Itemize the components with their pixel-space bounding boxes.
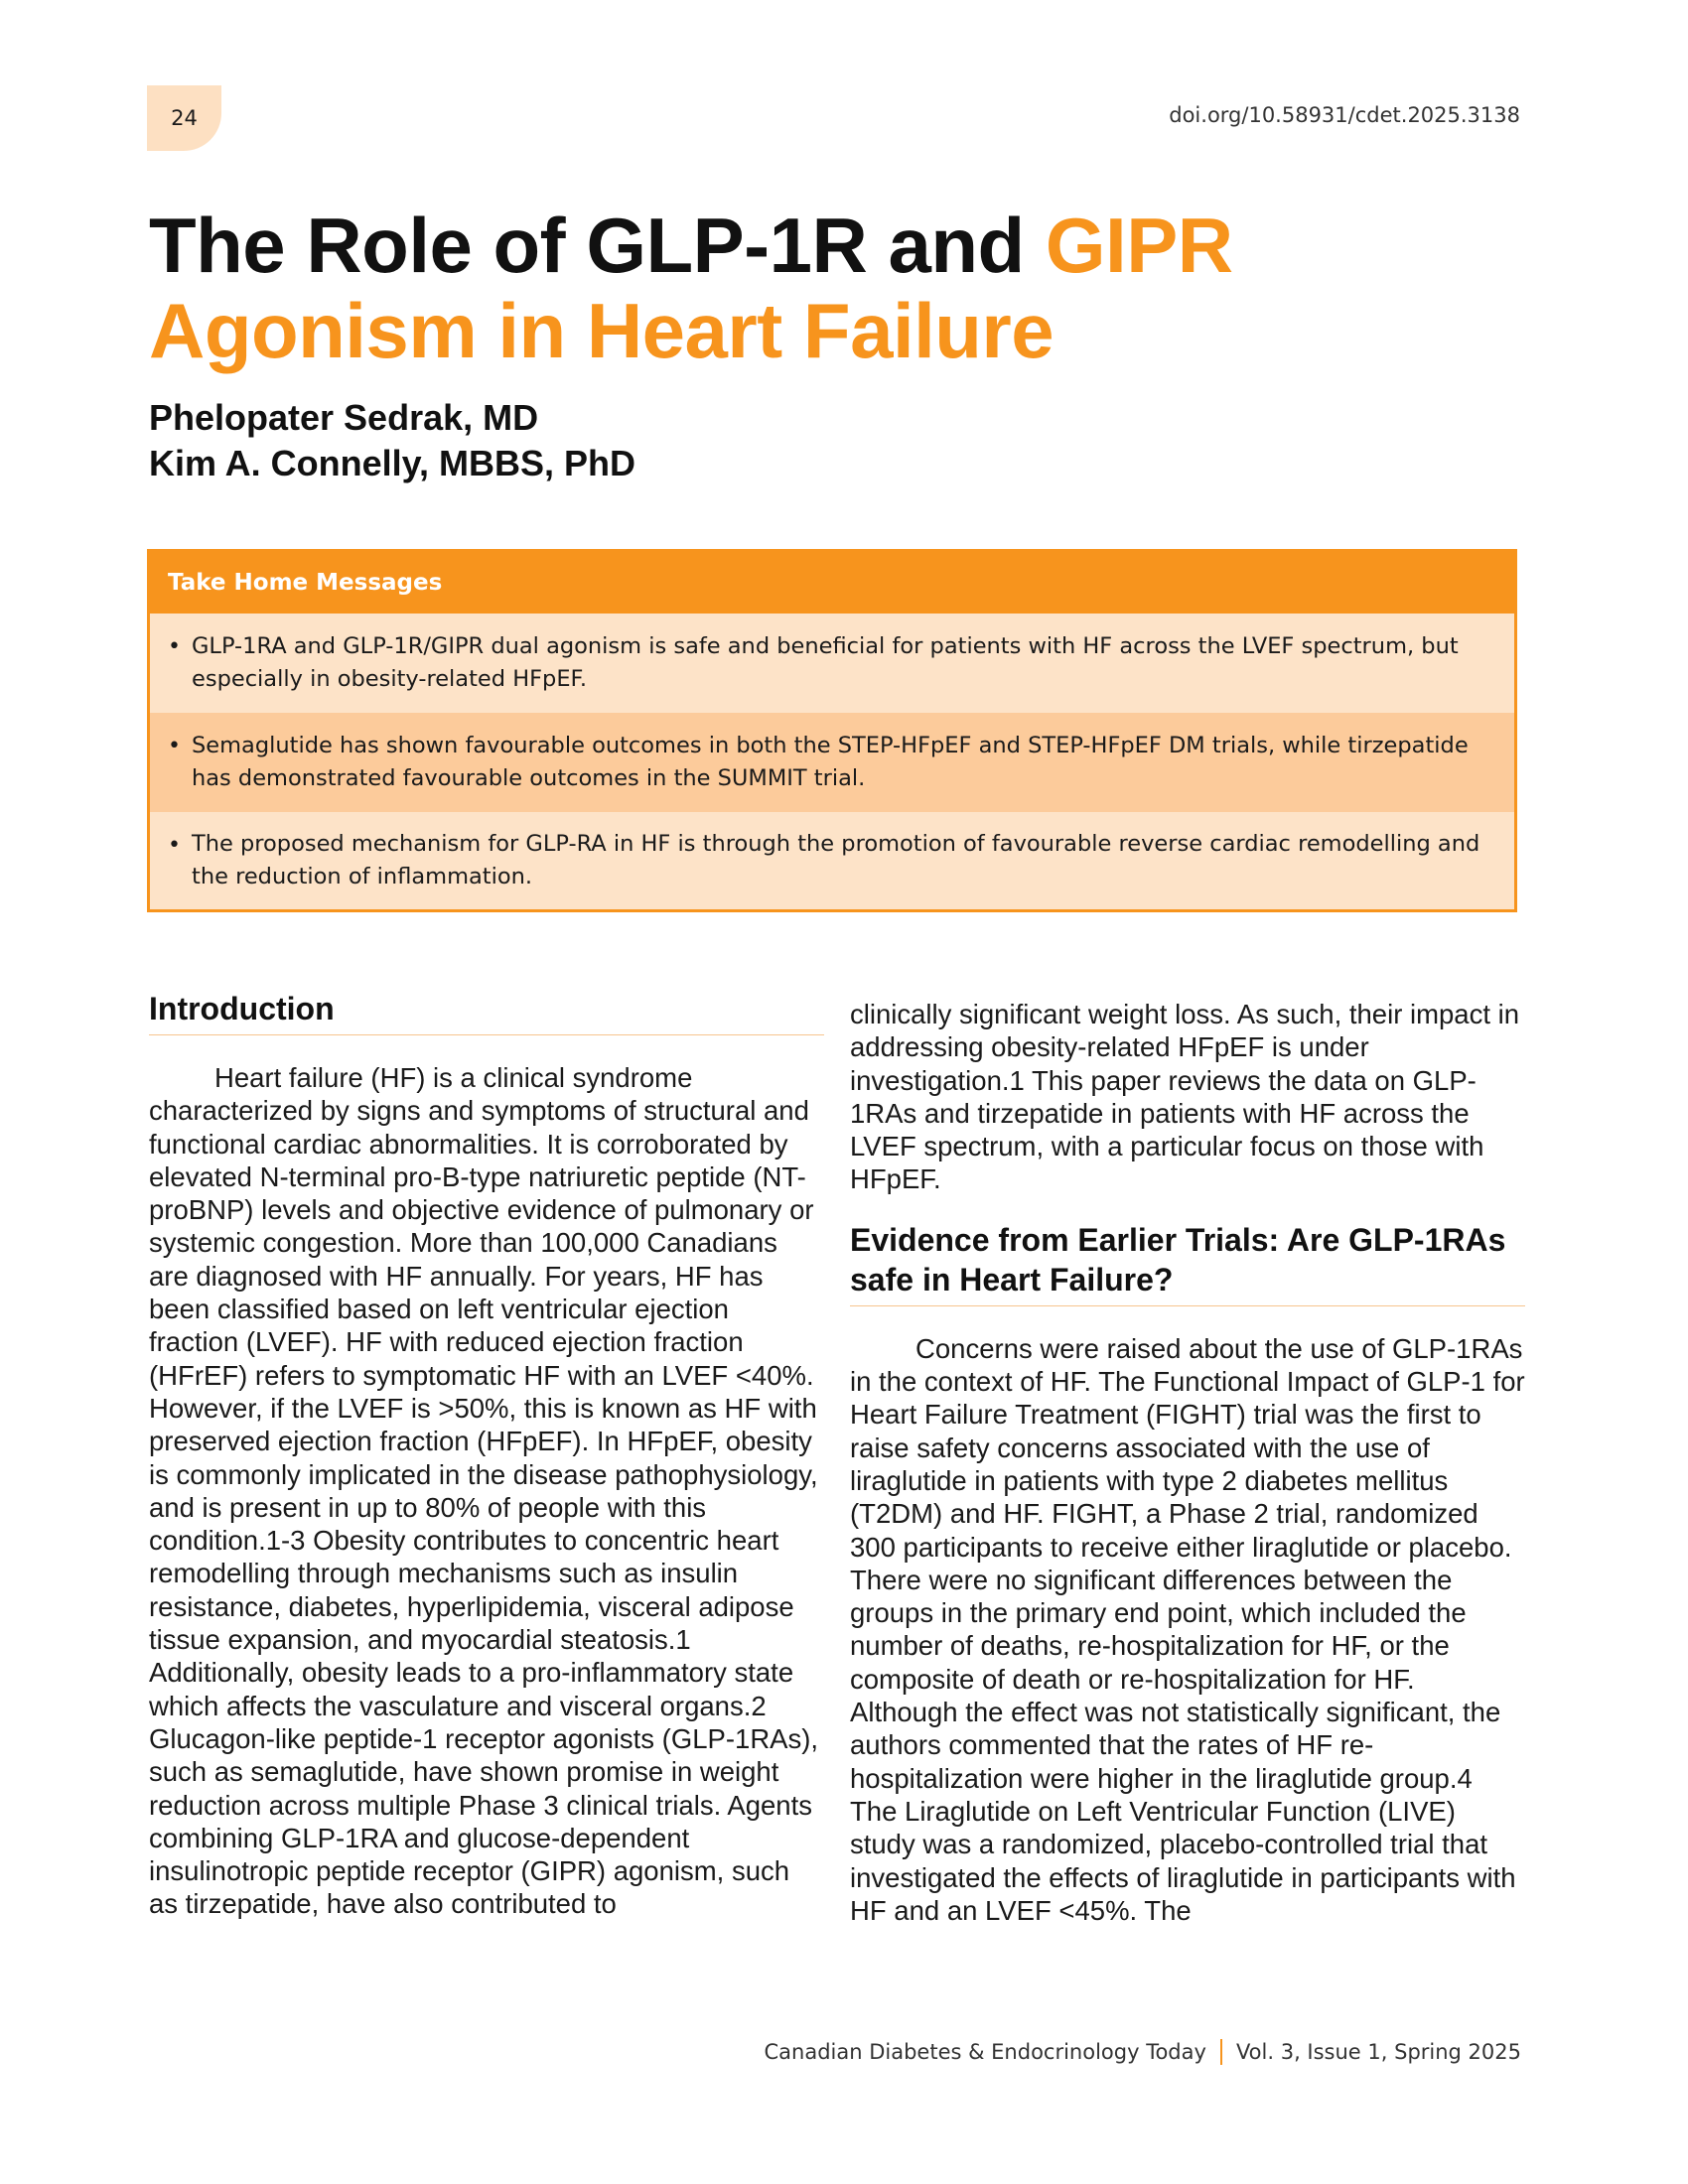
left-column (149, 989, 824, 1921)
introduction-paragraph: Heart failure (HF) is a clinical syndrome characterized by signs and symptoms of structural and functional cardiac abnormalities. It is corroborated by elevated N-terminal pro-B-type natriuretic peptide (NT-proBNP) levels and objective evidence of pulmonary or systemic congestion. More than 100,000 Canadians are diagnosed with HF annually. For years, HF has been classified based on left ventricular ejection fraction (LVEF). HF with reduced ejection fraction (HFrEF) refers to symptomatic HF with an LVEF <40%. However, if the LVEF is >50%, this is known as HF with preserved ejection fraction (HFpEF). In HFpEF, obesity is commonly implicated in the disease pathophysiology, and is present in up to 80% of people with this condition.1-3 Obesity contributes to concentric heart remodelling through mechanisms such as insulin resistance, diabetes, hyperlipidemia, visceral adipose tissue expansion, and myocardial steatosis.1 Additionally, obesity leads to a pro-inflammatory state which affects the vasculature and visceral organs.2 Glucagon-like peptide-1 receptor agonists (GLP-1RAs), such as semaglutide, have shown promise in weight reduction across multiple Phase 3 clinical trials. Agents combining GLP-1RA and glucose-dependent insulinotropic peptide receptor (GIPR) agonism, such as tirzepatide, have also contributed to (149, 1062, 819, 1920)
take-home-item-text: Semaglutide has shown favourable outcomes in both the STEP-HFpEF and STEP-HFpEF DM trials, while tirzepatide has demonstrated favourable outcomes in the SUMMIT trial. (192, 733, 1469, 791)
right-column (850, 998, 1525, 1927)
page-number: 24 (171, 106, 198, 130)
bullet-icon: • (168, 833, 181, 858)
evidence-paragraph: Concerns were raised about the use of GLP-1RAs in the context of HF. The Functional Impact of GLP-1 for Heart Failure Treatment (FIGHT) trial was the first to raise safety concerns associated with the use of liraglutide in patients with type 2 diabetes mellitus (T2DM) and HF. FIGHT, a Phase 2 trial, randomized 300 participants to receive either liraglutide or placebo. There were no significant differences between the groups in the primary end point, which included the number of deaths, re-hospitalization for HF, or the composite of death or re-hospitalization for HF. Although the effect was not statistically significant, the authors commented that the rates of HF re-hospitalization were higher in the liraglutide group.4 The Liraglutide on Left Ventricular Function (LIVE) study was a randomized, placebo-controlled trial that investigated the effects of liraglutide in participants with HF and an LVEF <45%. The (850, 1332, 1525, 1926)
doi-link[interactable]: doi.org/10.58931/cdet.2025.3138 (1169, 103, 1520, 127)
author-name: Phelopater Sedrak, MD (149, 397, 539, 438)
author-name: Kim A. Connelly, MBBS, PhD (149, 443, 636, 483)
title-accent-line1: GIPR (1045, 202, 1233, 289)
take-home-item-text: GLP-1RA and GLP-1R/GIPR dual agonism is safe and beneficial for patients with HF across the LVEF spectrum, but especially in obesity-related HFpEF. (192, 633, 1459, 692)
bullet-icon: • (168, 734, 181, 758)
take-home-item-text: The proposed mechanism for GLP-RA in HF is through the promotion of favourable reverse cardiac remodelling and the reduction of inflammation. (192, 831, 1480, 889)
take-home-heading: Take Home Messages (150, 552, 1514, 614)
page-footer (764, 2039, 1521, 2065)
article-title (149, 203, 1460, 373)
take-home-item (150, 713, 1514, 812)
footer-separator (1220, 2039, 1222, 2065)
title-accent-line2: Agonism in Heart Failure (149, 287, 1055, 374)
section-heading-evidence: Evidence from Earlier Trials: Are GLP-1RAs safe in Heart Failure? (850, 1220, 1525, 1306)
page-number-tab (147, 85, 221, 151)
author-list (149, 395, 635, 486)
section-heading-introduction: Introduction (149, 989, 824, 1035)
take-home-item (150, 614, 1514, 713)
journal-name: Canadian Diabetes & Endocrinology Today (764, 2040, 1206, 2064)
title-part1: The Role of GLP-1R and (149, 202, 1046, 289)
continuation-paragraph: clinically significant weight loss. As such, their impact in addressing obesity-related HFpEF is under investigation.1 This paper reviews the data on GLP-1RAs and tirzepatide in patients with HF across the LVEF spectrum, with a particular focus on those with HFpEF. (850, 999, 1520, 1195)
take-home-item (150, 812, 1514, 909)
issue-info: Vol. 3, Issue 1, Spring 2025 (1235, 2040, 1521, 2064)
take-home-messages-box (147, 549, 1517, 912)
bullet-icon: • (168, 634, 181, 659)
